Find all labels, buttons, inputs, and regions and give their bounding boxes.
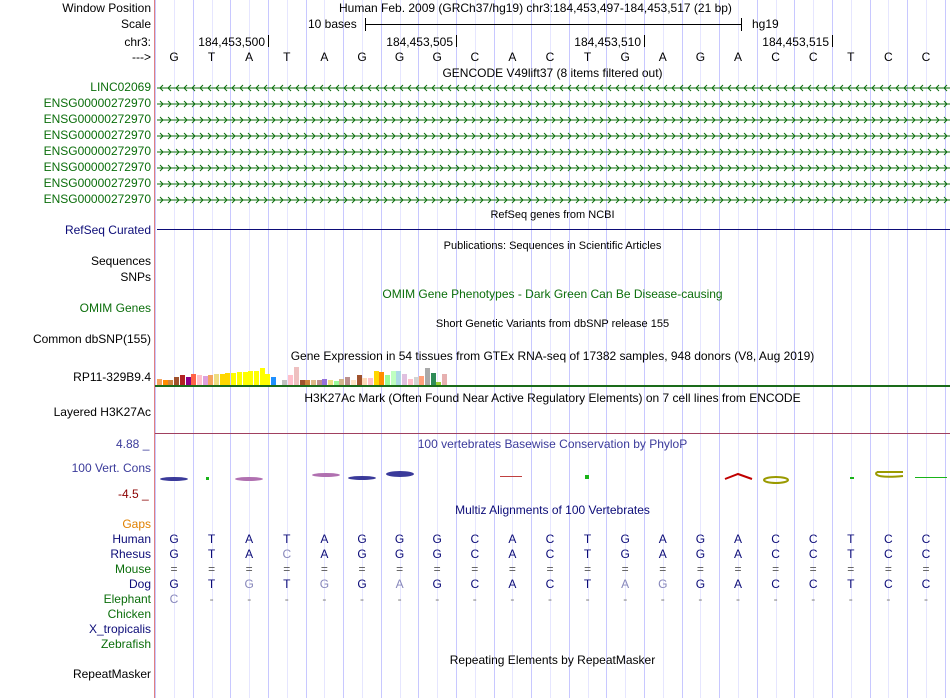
base-letter: C: [884, 50, 893, 64]
label-gencode-item[interactable]: ENSG00000272970: [43, 112, 151, 126]
coordinate-tick-mark: [644, 35, 645, 47]
gtex-tissue-bar[interactable]: [294, 367, 299, 385]
base-letter: T: [847, 50, 855, 64]
publications-track-title[interactable]: Publications: Sequences in Scientific Articles: [443, 240, 662, 252]
gtex-tissue-bar[interactable]: [288, 375, 293, 385]
alignment-base: G: [169, 577, 179, 591]
gtex-tissue-bar[interactable]: [345, 377, 350, 385]
coordinate-tick-mark: [832, 35, 833, 47]
alignment-base: G: [432, 532, 442, 546]
label-species-zebrafish[interactable]: Zebrafish: [100, 637, 151, 651]
cons-mark: [386, 471, 414, 477]
label-gencode-item[interactable]: ENSG00000272970: [43, 144, 151, 158]
alignment-base: =: [659, 562, 667, 576]
alignment-base: C: [921, 532, 931, 546]
gtex-tissue-bar[interactable]: [402, 374, 407, 385]
label-gencode-item[interactable]: ENSG00000272970: [43, 96, 151, 110]
alignment-base: C: [470, 577, 480, 591]
alignment-base: -: [848, 592, 853, 606]
alignment-base: -: [397, 592, 402, 606]
scale-text: 10 bases: [308, 17, 357, 31]
gtex-tissue-bar[interactable]: [265, 374, 270, 385]
alignment-base: T: [207, 532, 216, 546]
gtex-tissue-bar[interactable]: [374, 371, 379, 385]
alignment-base: =: [433, 562, 441, 576]
gene-strand-path: [157, 85, 950, 91]
alignment-base: =: [884, 562, 892, 576]
gtex-tissue-bar[interactable]: [385, 375, 390, 385]
label-repeatmasker[interactable]: RepeatMasker: [72, 667, 151, 681]
alignment-base: A: [245, 547, 254, 561]
cons-mark: [500, 476, 522, 477]
cons-mark: [585, 475, 589, 479]
gtex-tissue-bar[interactable]: [254, 371, 259, 385]
h3k27ac-bottom-line: [155, 433, 950, 434]
alignment-base: T: [583, 577, 592, 591]
cons-mark: [764, 477, 788, 483]
conservation-track-title[interactable]: 100 vertebrates Basewise Conservation by PhyloP: [417, 437, 688, 451]
alignment-base: G: [394, 532, 405, 546]
alignment-base: G: [319, 577, 330, 591]
gene-strand-path: [157, 149, 950, 155]
alignment-base: A: [621, 577, 630, 591]
alignment-base: G: [357, 532, 367, 546]
cons-mark: [348, 476, 376, 480]
alignment-base: -: [209, 592, 214, 606]
alignment-base: -: [698, 592, 703, 606]
base-letter: T: [283, 50, 291, 64]
cons-mark: [850, 477, 854, 479]
alignment-base: -: [322, 592, 327, 606]
alignment-base: A: [733, 577, 742, 591]
label-arrow: --->: [132, 50, 151, 64]
base-letter: C: [921, 50, 931, 64]
gtex-tissue-bar[interactable]: [368, 378, 373, 385]
alignment-base: -: [510, 592, 515, 606]
alignment-base: A: [395, 577, 404, 591]
gtex-tissue-bar[interactable]: [357, 375, 362, 385]
alignment-base: =: [320, 562, 328, 576]
cons-mark: [206, 477, 209, 480]
label-species-dog[interactable]: Dog: [128, 577, 151, 591]
base-letter: G: [695, 50, 706, 64]
base-letter: T: [207, 50, 216, 64]
base-letter: C: [470, 50, 480, 64]
base-letter: A: [733, 50, 742, 64]
base-letter: G: [620, 50, 630, 64]
gene-line-forward-strand[interactable]: [157, 116, 950, 124]
gtex-tissue-bar[interactable]: [260, 368, 265, 385]
alignment-base: C: [884, 532, 893, 546]
alignment-base: =: [847, 562, 855, 576]
alignment-base: A: [733, 547, 742, 561]
alignment-base: A: [320, 532, 329, 546]
gtex-tissue-bar[interactable]: [243, 372, 248, 385]
base-letter: A: [658, 50, 667, 64]
alignment-base: G: [357, 547, 367, 561]
label-chr: chr3:: [124, 35, 151, 49]
gene-line-forward-strand[interactable]: [157, 100, 950, 108]
alignment-base: -: [284, 592, 289, 606]
alignment-base: -: [924, 592, 928, 606]
gtex-tissue-bar[interactable]: [379, 372, 384, 385]
cons-mark: [915, 477, 947, 478]
base-letter: A: [508, 50, 517, 64]
alignment-base: G: [169, 532, 179, 546]
label-gencode-item[interactable]: ENSG00000272970: [43, 128, 151, 142]
alignment-base: T: [283, 532, 291, 546]
gtex-tissue-bar[interactable]: [191, 374, 196, 385]
base-letter: C: [771, 50, 780, 64]
base-letter: A: [320, 50, 329, 64]
alignment-base: =: [170, 562, 178, 576]
gtex-tissue-bar[interactable]: [186, 377, 191, 385]
alignment-base: A: [733, 532, 742, 546]
alignment-base: G: [658, 577, 668, 591]
gene-line-forward-strand[interactable]: [157, 196, 950, 204]
alignment-base: C: [470, 532, 480, 546]
alignment-base: C: [545, 547, 555, 561]
gtex-tissue-bar[interactable]: [225, 373, 230, 385]
track-label-column: [0, 0, 153, 698]
alignment-base: -: [435, 592, 440, 606]
cons-mark: [312, 473, 340, 477]
alignment-base: C: [808, 532, 818, 546]
label-omim[interactable]: OMIM Genes: [79, 301, 151, 315]
db-label: hg19: [752, 17, 779, 31]
alignment-base: G: [432, 577, 442, 591]
label-window-position: Window Position: [62, 1, 151, 15]
gencode-track-title[interactable]: GENCODE V49lift37 (8 items filtered out): [442, 66, 663, 80]
base-letter: G: [169, 50, 179, 64]
alignment-base: -: [472, 592, 477, 606]
alignment-base: C: [545, 577, 555, 591]
alignment-base: A: [658, 532, 667, 546]
alignment-base: =: [245, 562, 253, 576]
cons-mark: [876, 472, 903, 477]
alignment-base: T: [583, 547, 592, 561]
alignment-base: C: [771, 547, 780, 561]
alignment-base: =: [696, 562, 704, 576]
base-letter: T: [583, 50, 592, 64]
alignment-base: C: [545, 532, 555, 546]
gtex-tissue-bar[interactable]: [396, 371, 401, 385]
alignment-base: A: [320, 547, 329, 561]
alignment-base: A: [508, 532, 517, 546]
base-letter: C: [808, 50, 818, 64]
alignment-base: C: [884, 577, 893, 591]
cons-mark: [160, 477, 188, 481]
gtex-tissue-bar[interactable]: [425, 368, 430, 385]
conservation-min-label: -4.5 _: [118, 487, 149, 501]
alignment-base: A: [245, 532, 254, 546]
gtex-tissue-bar[interactable]: [231, 373, 236, 385]
gene-line-forward-strand[interactable]: [157, 180, 950, 188]
alignment-base: G: [695, 577, 706, 591]
label-gtex-gene[interactable]: RP11-329B9.4: [73, 370, 151, 384]
gtex-tissue-bar[interactable]: [248, 371, 253, 385]
gtex-tissue-bar[interactable]: [237, 372, 242, 385]
gene-line-reverse-strand[interactable]: [157, 84, 950, 92]
alignment-base: T: [847, 547, 855, 561]
label-h3k27ac[interactable]: Layered H3K27Ac: [53, 405, 151, 419]
alignment-base: G: [695, 547, 706, 561]
base-letter: G: [432, 50, 442, 64]
label-species-x_tropicalis[interactable]: X_tropicalis: [88, 622, 151, 636]
alignment-base: -: [773, 592, 778, 606]
scale-bar-left-cap: [365, 18, 366, 31]
label-species-mouse[interactable]: Mouse: [114, 562, 151, 576]
alignment-base: G: [620, 532, 630, 546]
gtex-tissue-bar[interactable]: [271, 377, 276, 385]
dbsnp-track-title[interactable]: Short Genetic Variants from dbSNP release 155: [435, 318, 670, 330]
alignment-base: =: [396, 562, 404, 576]
gtex-tissue-bar[interactable]: [442, 374, 447, 385]
alignment-base: T: [283, 577, 291, 591]
alignment-base: A: [508, 547, 517, 561]
gene-strand-path: [157, 101, 950, 107]
alignment-base: T: [583, 532, 592, 546]
conservation-logo[interactable]: [155, 468, 950, 488]
gene-strand-path: [157, 165, 950, 171]
alignment-base: C: [771, 532, 780, 546]
gene-line-forward-strand[interactable]: [157, 148, 950, 156]
label-species-human[interactable]: Human: [112, 532, 151, 546]
alignment-base: G: [432, 547, 442, 561]
base-letter: C: [545, 50, 555, 64]
scale-bar: [366, 24, 741, 25]
alignment-base: -: [585, 592, 590, 606]
gene-line-forward-strand[interactable]: [157, 164, 950, 172]
gene-strand-path: [157, 117, 950, 123]
alignment-base: =: [809, 562, 817, 576]
alignment-base: C: [169, 592, 179, 606]
alignment-base: C: [921, 577, 931, 591]
alignment-base: G: [169, 547, 179, 561]
alignment-base: C: [884, 547, 893, 561]
coordinate-tick-mark: [456, 35, 457, 47]
coordinate-tick-label: 184,453,515: [762, 35, 829, 49]
gtex-tissue-bar[interactable]: [208, 375, 213, 385]
alignment-base: -: [247, 592, 252, 606]
refseq-gene-line[interactable]: [157, 229, 950, 230]
label-refseq[interactable]: RefSeq Curated: [64, 223, 151, 237]
repeatmasker-track-title[interactable]: Repeating Elements by RepeatMasker: [449, 653, 656, 667]
label-conservation[interactable]: 100 Vert. Cons: [71, 461, 151, 475]
gtex-tissue-bar[interactable]: [391, 371, 396, 385]
gtex-tissue-bar[interactable]: [414, 377, 419, 385]
alignment-base: G: [357, 577, 367, 591]
alignment-base: =: [584, 562, 592, 576]
alignment-base: G: [244, 577, 254, 591]
cons-mark: [235, 477, 263, 481]
alignment-base: T: [207, 547, 216, 561]
label-species-elephant[interactable]: Elephant: [103, 592, 151, 606]
gene-line-forward-strand[interactable]: [157, 132, 950, 140]
alignment-base: A: [658, 547, 667, 561]
alignment-base: T: [207, 577, 216, 591]
alignment-base: C: [921, 547, 931, 561]
multiz-track-title[interactable]: Multiz Alignments of 100 Vertebrates: [455, 503, 650, 517]
label-gencode-item[interactable]: LINC02069: [90, 80, 151, 94]
label-scale: Scale: [120, 17, 151, 31]
conservation-max-label: 4.88 _: [116, 437, 150, 451]
label-dbsnp[interactable]: Common dbSNP(155): [32, 332, 151, 346]
base-letter: A: [245, 50, 254, 64]
alignment-base: C: [808, 547, 818, 561]
label-species-chicken[interactable]: Chicken: [107, 607, 151, 621]
gtex-tissue-bar[interactable]: [220, 374, 225, 385]
alignment-base: G: [620, 547, 630, 561]
alignment-base: =: [772, 562, 780, 576]
gtex-tissue-bar[interactable]: [180, 375, 185, 385]
alignment-base: C: [282, 547, 292, 561]
alignment-base: =: [546, 562, 554, 576]
gtex-tissue-bar[interactable]: [174, 377, 179, 385]
alignment-base: C: [808, 577, 818, 591]
coordinate-tick-label: 184,453,505: [386, 35, 453, 49]
alignment-base: =: [734, 562, 742, 576]
gtex-tissue-bar[interactable]: [362, 378, 367, 385]
omim-track-title[interactable]: OMIM Gene Phenotypes - Dark Green Can Be Disease-causing: [382, 287, 723, 301]
label-gaps[interactable]: Gaps: [122, 517, 151, 531]
alignment-base: =: [508, 562, 516, 576]
gene-strand-path: [157, 181, 950, 187]
coordinate-tick-label: 184,453,500: [198, 35, 265, 49]
alignment-base: -: [660, 592, 665, 606]
alignment-base: A: [508, 577, 517, 591]
alignment-base: =: [471, 562, 479, 576]
gene-strand-path: [157, 133, 950, 139]
alignment-base: T: [847, 577, 855, 591]
h3k27ac-baseline: [155, 385, 950, 387]
label-sequences[interactable]: Sequences: [90, 254, 151, 268]
base-letter: G: [357, 50, 367, 64]
alignment-base: =: [283, 562, 291, 576]
alignment-base: =: [208, 562, 216, 576]
label-gencode-item[interactable]: ENSG00000272970: [43, 192, 151, 206]
alignment-base: =: [358, 562, 366, 576]
refseq-track-title[interactable]: RefSeq genes from NCBI: [490, 209, 615, 221]
coordinate-tick-label: 184,453,510: [574, 35, 641, 49]
scale-bar-right-cap: [741, 18, 742, 31]
alignment-base: C: [771, 577, 780, 591]
alignment-base: G: [394, 547, 405, 561]
coordinate-tick-mark: [268, 35, 269, 47]
label-snps[interactable]: SNPs: [120, 270, 151, 284]
gtex-tissue-bar[interactable]: [214, 374, 219, 385]
alignment-base: G: [695, 532, 706, 546]
gene-strand-path: [157, 197, 950, 203]
label-gencode-item[interactable]: ENSG00000272970: [43, 160, 151, 174]
alignment-base: -: [736, 592, 740, 606]
alignment-base: -: [360, 592, 364, 606]
cons-mark: [725, 474, 752, 479]
alignment-base: -: [886, 592, 891, 606]
alignment-base: =: [621, 562, 629, 576]
label-species-rhesus[interactable]: Rhesus: [110, 547, 151, 561]
base-letter: G: [394, 50, 405, 64]
alignment-base: T: [847, 532, 855, 546]
alignment-base: =: [922, 562, 930, 576]
gtex-tissue-bar[interactable]: [419, 376, 424, 385]
label-gencode-item[interactable]: ENSG00000272970: [43, 176, 151, 190]
alignment-base: -: [623, 592, 628, 606]
alignment-base: -: [811, 592, 816, 606]
alignment-base: -: [548, 592, 552, 606]
gtex-tissue-bar[interactable]: [197, 375, 202, 385]
assembly-title: Human Feb. 2009 (GRCh37/hg19) chr3:184,453,497-184,453,517 (21 bp): [339, 1, 732, 15]
gtex-tissue-bar[interactable]: [431, 373, 436, 385]
gtex-track-title[interactable]: Gene Expression in 54 tissues from GTEx RNA-seq of 17382 samples, 948 donors (V8, Aug 2019): [290, 349, 815, 363]
gtex-tissue-bar[interactable]: [203, 376, 208, 385]
h3k27ac-track-title[interactable]: H3K27Ac Mark (Often Found Near Active Regulatory Elements) on 7 cell lines from ENCODE: [304, 391, 801, 405]
alignment-base: C: [470, 547, 480, 561]
